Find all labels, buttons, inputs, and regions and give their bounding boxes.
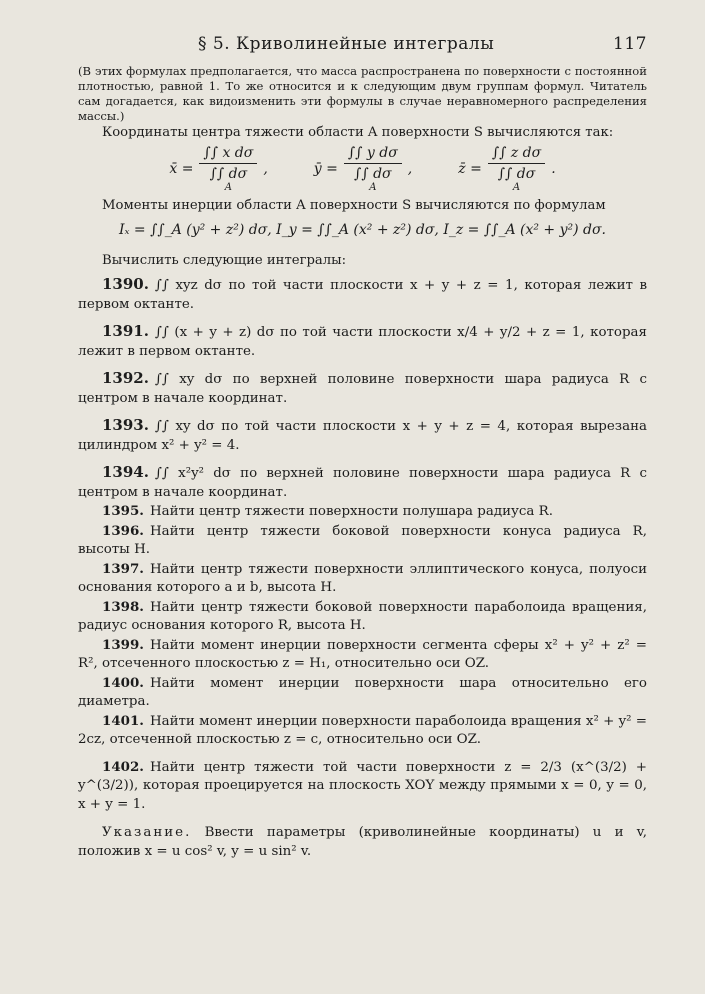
centroid-z-numerator: ∫∫ z dσ	[488, 145, 545, 164]
centroid-y-numerator: ∫∫ y dσ	[344, 145, 402, 164]
problem-number: 1392.	[102, 369, 149, 387]
centroid-x-domain: A	[224, 182, 232, 193]
header-title: § 5. Криволинейные интегралы	[198, 34, 495, 54]
inertia-intro: Моменты инерции области A поверхности S вычисляются по формулам	[102, 198, 606, 213]
centroid-y-denominator: ∫∫ dσ	[354, 166, 392, 182]
centroid-x-fraction	[199, 145, 257, 193]
centroid-z-fraction	[488, 145, 545, 193]
problem-number: 1397.	[102, 560, 144, 577]
problem-1397	[78, 560, 647, 598]
problem-number: 1395.	[102, 503, 144, 519]
hint-paragraph	[78, 824, 647, 861]
problem-text: Найти центр тяжести боковой поверхности параболоида вращения, радиус основания которого R, высота H.	[78, 599, 647, 633]
problem-text: ∫∫ xyz dσ по той части плоскости x + y + z = 1, которая лежит в первом октанте.	[78, 278, 647, 312]
problem-number: 1391.	[102, 322, 149, 340]
problem-1391	[78, 322, 647, 361]
centroid-z-denominator: ∫∫ dσ	[497, 166, 536, 182]
running-header	[78, 34, 647, 54]
problem-text: ∫∫ (x + y + z) dσ по той части плоскости x/4 + y/2 + z = 1, которая лежит в первом октанте.	[78, 325, 647, 359]
centroid-x-lhs: x̄ =	[169, 161, 194, 177]
problem-number: 1393.	[102, 416, 149, 434]
problem-number: 1390.	[102, 275, 149, 293]
problem-1392	[78, 369, 647, 408]
inertia-formula: Iₓ = ∫∫_A (y² + z²) dσ, I_y = ∫∫_A (x² + z²) dσ, I_z = ∫∫_A (x² + y²) dσ.	[118, 222, 607, 238]
compute-intro: Вычислить следующие интегралы:	[102, 253, 347, 268]
problem-1394	[78, 463, 647, 502]
centroid-y-lhs: ȳ =	[313, 161, 338, 177]
problem-1399	[78, 636, 647, 674]
centroid-z-domain: A	[512, 182, 521, 193]
problem-number: 1394.	[102, 463, 149, 481]
centroid-x-denominator: ∫∫ dσ	[209, 166, 248, 182]
page-number: 117	[613, 34, 647, 54]
problem-number: 1399.	[102, 636, 144, 653]
centroid-y-sep: ,	[407, 161, 413, 177]
problem-number: 1396.	[102, 522, 144, 539]
problem-text: Найти центр тяжести поверхности эллиптического конуса, полуоси основания которого a и b, высота H.	[78, 561, 647, 595]
problem-number: 1402.	[102, 758, 144, 775]
problem-text: Найти центр тяжести боковой поверхности конуса радиуса R, высоты H.	[78, 523, 647, 557]
problem-text: Найти момент инерции поверхности сегмента сферы x² + y² + z² = R², отсеченного плоскостью z = H₁, относительно оси OZ.	[78, 637, 647, 671]
centroid-y-fraction	[344, 145, 402, 193]
problem-1400	[78, 674, 647, 712]
problem-text: Найти момент инерции поверхности параболоида вращения x² + y² = 2cz, отсеченной плоскостью z = c, относительно оси OZ.	[78, 713, 647, 747]
centroid-y-domain: A	[369, 182, 377, 193]
problem-1401	[78, 712, 647, 750]
centroid-z-lhs: z̄ =	[458, 161, 482, 177]
problem-1390	[78, 275, 647, 314]
centroid-formula	[78, 145, 647, 193]
problem-1393	[78, 416, 647, 455]
problem-text: ∫∫ xy dσ по той части плоскости x + y + z = 4, которая вырезана цилиндром x² + y² = 4.	[78, 419, 647, 453]
problem-number: 1398.	[102, 598, 144, 615]
centroid-z-sep: .	[551, 161, 556, 177]
hint-label: Указание.	[102, 825, 192, 840]
problem-number: 1401.	[102, 712, 144, 729]
problem-1395	[78, 502, 647, 522]
hint-text: Ввести параметры (криволинейные координаты) u и v, положив x = u cos² v, y = u sin² v.	[78, 825, 648, 859]
problem-text: ∫∫ xy dσ по верхней половине поверхности шара радиуса R с центром в начале координат.	[78, 372, 647, 406]
problem-list	[78, 275, 647, 814]
problem-1396	[78, 522, 647, 560]
centroid-x-sep: ,	[263, 161, 268, 177]
note-paragraph: (В этих формулах предполагается, что масса распространена по поверхности с постоянной плотностью, равной 1. То же относится и к следующим двум группам формул. Читатель сам догадается, как видоизменить эти формулы в случае неравномерного распределения массы.)	[78, 64, 647, 123]
centroid-x-numerator: ∫∫ x dσ	[199, 145, 257, 164]
problem-1402	[78, 758, 647, 815]
problem-1398	[78, 598, 647, 636]
problem-text: Найти момент инерции поверхности шара относительно его диаметра.	[78, 675, 647, 709]
problem-number: 1400.	[102, 674, 144, 691]
problem-text: ∫∫ x²y² dσ по верхней половине поверхности шара радиуса R с центром в начале координат.	[78, 466, 647, 500]
centroid-intro: Координаты центра тяжести области A поверхности S вычисляются так:	[102, 125, 614, 140]
problem-text: Найти центр тяжести поверхности полушара радиуса R.	[149, 504, 553, 519]
problem-text: Найти центр тяжести той части поверхности z = 2/3 (x^(3/2) + y^(3/2)), которая проецируется на плоскость XOY между прямыми x = 0, y = 0, x + y = 1.	[78, 759, 647, 812]
